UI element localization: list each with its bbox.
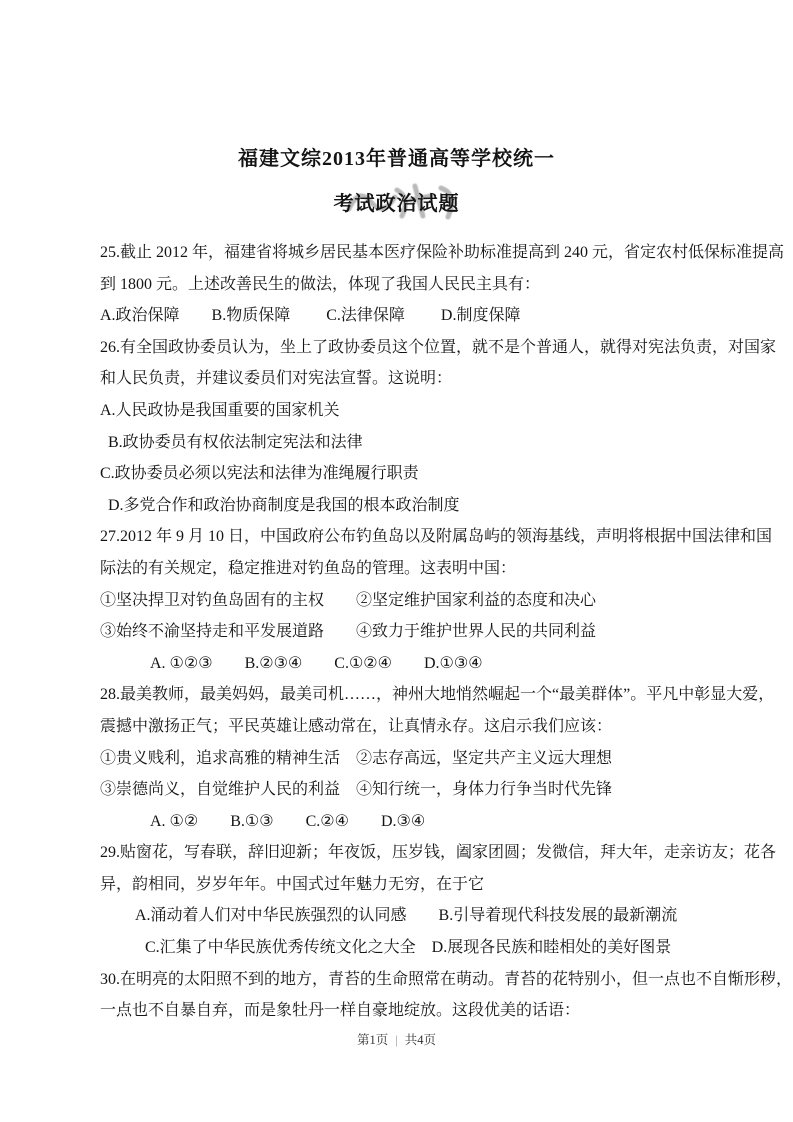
page-footer — [0, 1030, 793, 1048]
text-line: 25.截止 2012 年，福建省将城乡居民基本医疗保险补助标准提高到 240 元，省定农村低保标准提高 — [100, 244, 785, 261]
text-line: 30.在明亮的太阳照不到的地方，青苔的生命照常在萌动。青苔的花特别小，但一点也不自惭形秽， — [100, 970, 793, 988]
text-line: 和人民负责，并建议委员们对宪法宣誓。这说明： — [100, 370, 453, 388]
text-line: 27.2012 年 9 月 10 日，中国政府公布钓鱼岛以及附属岛屿的领海基线，声明将根据中国法律和国 — [100, 528, 773, 546]
text-line: ①贵义贱利，追求高雅的精神生活 ②志存高远，坚定共产主义远大理想 — [100, 749, 613, 767]
text-line: 一点也不自暴自弃，而是象牡丹一样自豪地绽放。这段优美的话语： — [100, 1002, 581, 1020]
text-line: C.政协委员必须以宪法和法律为准绳履行职责 — [100, 465, 419, 483]
text-line: 29.贴窗花，写春联，辞旧迎新；年夜饭，压岁钱，阖家团圆；发微信，拜大年，走亲访友；花各 — [100, 844, 777, 862]
text-line: C.汇集了中华民族优秀传统文化之大全 D.展现各民族和睦相处的美好图景 — [145, 939, 672, 957]
text-line: A. ①② B.①③ C.②④ D.③④ — [150, 812, 426, 830]
text-line: D.多党合作和政治协商制度是我国的根本政治制度 — [108, 496, 460, 514]
text-line: A. ①②③ B.②③④ C.①②④ D.①③④ — [150, 654, 483, 672]
text-line: 26.有全国政协委员认为，坐上了政协委员这个位置，就不是个普通人，就得对宪法负责，对国家 — [100, 338, 777, 356]
title-line2-wrap — [0, 187, 793, 215]
text-line: 异，韵相同，岁岁年年。中国式过年魅力无穷，在于它 — [100, 875, 485, 893]
text-line: 震撼中激扬正气；平民英雄让感动常在，让真情永存。这启示我们应该： — [100, 717, 613, 735]
text-line: 到 1800 元。上述改善民生的做法，体现了我国人民民主具有： — [100, 275, 541, 293]
footer-separator: | — [395, 1033, 398, 1047]
text-line: ①坚决捍卫对钓鱼岛固有的主权 ②坚定维护国家利益的态度和决心 — [100, 591, 597, 609]
footer-total-pages: 共4页 — [404, 1033, 437, 1047]
text-line: B.政协委员有权依法制定宪法和法律 — [108, 433, 363, 451]
text-line: 际法的有关规定，稳定推进对钓鱼岛的管理。这表明中国： — [100, 559, 517, 577]
text-line: ③始终不渝坚持走和平发展道路 ④致力于维护世界人民的共同利益 — [100, 623, 597, 641]
text-line: A.人民政协是我国重要的国家机关 — [100, 401, 340, 419]
page-title-line2: 考试政治试题 — [333, 193, 460, 215]
text-line: ③崇德尚义，自觉维护人民的利益 ④知行统一，身体力行争当时代先锋 — [100, 781, 613, 799]
document-body — [100, 237, 793, 1027]
page-title-line1: 福建文综2013年普通高等学校统一 — [238, 148, 555, 170]
text-line: A.政治保障 B.物质保障 C.法律保障 D.制度保障 — [100, 307, 521, 325]
text-line: 28.最美教师，最美妈妈，最美司机……，神州大地悄然崛起一个“最美群体”。平凡中彰显大爱， — [100, 686, 775, 704]
text-line: A.涌动着人们对中华民族强烈的认同感 B.引导着现代科技发展的最新潮流 — [135, 907, 678, 925]
title-block — [0, 0, 793, 215]
footer-page-number: 第1页 — [356, 1033, 389, 1047]
